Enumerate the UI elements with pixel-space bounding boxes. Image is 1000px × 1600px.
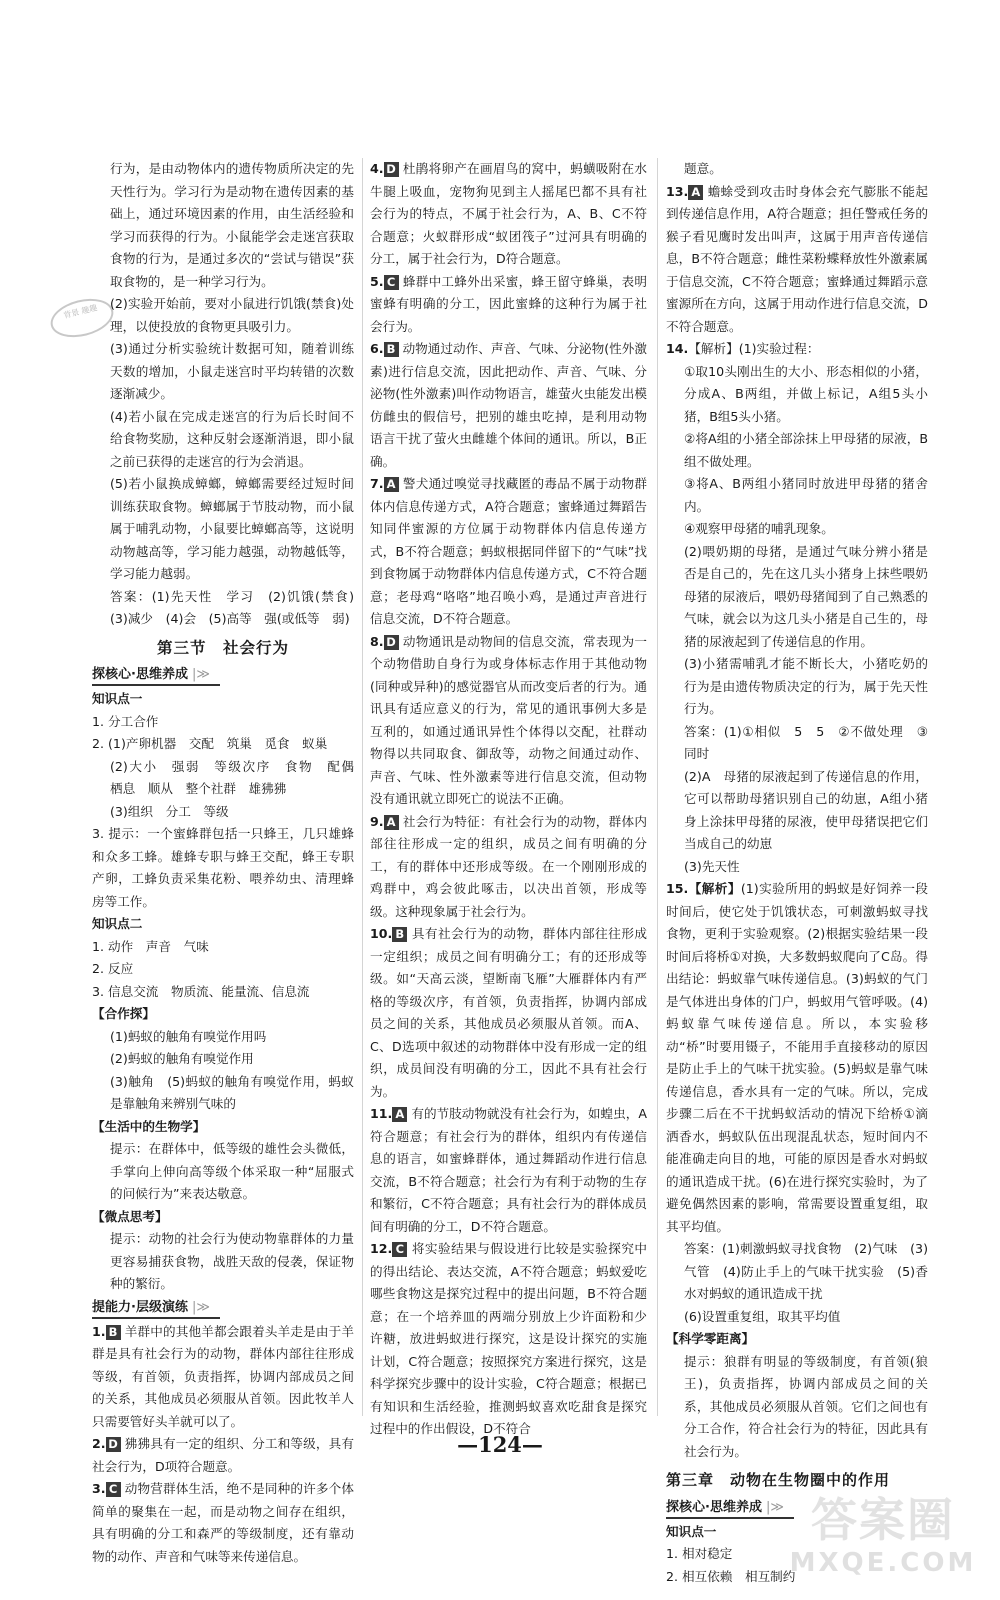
paragraph: 1. 分工合作 (92, 713, 159, 729)
section-tag: 【生活中的生物学】 (92, 1118, 206, 1134)
page-number: —124— (457, 1432, 543, 1457)
column-middle (370, 158, 647, 1441)
answer-letter-badge: A (384, 815, 399, 830)
answer-letter-badge: B (384, 342, 399, 357)
question-item: 9. A 社会行为特征：有社会行为的动物，群体内部往往形成一定的组织，成员之间有明确的分工，有的群体中还形成等级。在一个刚刚形成的鸡群中，鸡会彼此啄击，以决出首领，形成等级。这种现象属于社会行为。 (370, 813, 647, 919)
answer-line: 答案：(1)①相似 5 5 ②不做处理 ③同时 (684, 723, 928, 761)
answer-letter-badge: A (384, 477, 399, 492)
question-item: 1. B 羊群中的其他羊都会跟着头羊走是由于羊群是具有社会行为的动物，群体内部往往形成等级，有首领，负责指挥，协调内部成员之间的关系，其他成员必须服从首领。因此牧羊人只需要管好头羊就可以了。 (92, 1323, 354, 1429)
answer-letter-badge: D (384, 162, 399, 177)
question-item: 10. B 具有社会行为的动物，群体内部往往形成一定组织；成员之间有明确分工；有的还形成等级。如“天高云淡，望断南飞雁”大雁群体内有严格的等级次序，有首领，负责指挥，协调内部成员之间的关系，其他成员必须服从首领。而A、C、D选项中叙述的动物群体中没有形成一定的组织，成员间没有明确的分工，因此不具有社会行为。 (370, 926, 647, 1099)
column-left (92, 158, 367, 1568)
answer-letter-badge: C (392, 1242, 407, 1257)
question-item: 2. D 狒狒具有一定的组织、分工和等级，具有社会行为，D项符合题意。 (92, 1436, 354, 1474)
answer-letter-badge: D (384, 635, 399, 650)
chapter-title: 第三章 动物在生物圈中的作用 (666, 1471, 891, 1489)
paragraph: 提示：在群体中，低等级的雄性会头微低，手掌向上伸向高等级个体采取一种“屈服式的问候行为”来表达敬意。 (110, 1141, 354, 1201)
answer-letter-badge: B (392, 927, 407, 942)
answer-line: (6)设置重复组，取其平均值 (684, 1308, 841, 1324)
answer-letter-badge: A (392, 1107, 407, 1122)
paragraph: ②将A组的小猪全部涂抹上甲母猪的尿液，B组不做处理。 (684, 431, 928, 469)
chevron-right-icon: |≫ (191, 1299, 210, 1315)
paragraph: ④观察甲母猪的哺乳现象。 (684, 521, 834, 536)
chevron-right-icon: |≫ (191, 667, 210, 682)
section-banner: 提能力·层级演练 |≫ (92, 1298, 220, 1319)
paragraph: 提示：狼群有明显的等级制度，有首领(狼王)，负责指挥，协调内部成员之间的关系，其他成员必须服从首领。它们之间也有分工合作，符合社会行为的特征，因此具有社会行为。 (684, 1353, 928, 1459)
answer-letter-badge: C (384, 275, 399, 290)
question-item: 14.【解析】(1)实验过程： (666, 341, 820, 356)
question-item: 3. C 动物营群体生活，绝不是同种的许多个体简单的聚集在一起，而是动物之间存在组织，具有明确的分工和森严的等级制度，还有靠动物的动作、声音和气味等来传递信息。 (92, 1481, 354, 1564)
section-tag: 【微点思考】 (92, 1208, 168, 1224)
paragraph: 2. 反应 (92, 961, 134, 976)
answer-letter-badge: C (106, 1482, 121, 1497)
section-tag: 【科学零距离】 (666, 1331, 755, 1346)
answer-line: 答案：(1)刺激蚂蚁寻找食物 (2)气味 (3)气管 (4)防止手上的气味干扰实验 (5)香水对蚂蚁的通讯造成干扰 (684, 1241, 928, 1301)
paragraph: 3. 提示：一个蜜蜂群包括一只蜂王，几只雄蜂和众多工蜂。雄蜂专职与蜂王交配，蜂王专职产卵，工蜂负责采集花粉、喂养幼虫、清理蜂房等工作。 (92, 826, 354, 909)
paragraph: (4)若小鼠在完成走迷宫的行为后长时间不给食物奖励，这种反射会逐渐消退，即小鼠之前已获得的走迷宫的行为会消退。 (110, 408, 354, 469)
paragraph: (2)大小 强弱 等级次序 食物 配偶 栖息 顺从 整个社群 雄狒狒 (110, 758, 367, 796)
question-item: 5. C 蜂群中工蜂外出采蜜，蜂王留守蜂巢，表明蜜蜂有明确的分工，因此蜜蜂的这种行为属于社会行为。 (370, 273, 647, 334)
paragraph: 2. (1)产卵机器 交配 筑巢 觅食 蚁巢 (92, 736, 328, 751)
answer-letter-badge: A (688, 185, 703, 200)
paragraph: 1. 动作 声音 气味 (92, 938, 209, 954)
paragraph: ①取10头刚出生的大小、形态相似的小猪，分成A、B两组，并做上标记，A组5头小猪，B组5头小猪。 (684, 363, 928, 424)
paragraph: (3)小猪需哺乳才能不断长大，小猪吃奶的行为是由遗传物质决定的行为，属于先天性行为。 (684, 656, 928, 716)
answer-line: (3)先天性 (684, 858, 740, 874)
paragraph: (2)喂奶期的母猪，是通过气味分辨小猪是否是自己的，先在这几头小猪身上抹些喂奶母猪的尿液后，喂奶母猪闻到了自己熟悉的气味，就会以为这几头小猪是自己生的，母猪的尿液起到了传递信息的作用。 (684, 543, 928, 649)
question-item: 6. B 动物通过动作、声音、气味、分泌物(性外激素)进行信息交流，因此把动作、声音、气味、分泌物(性外激素)叫作动物语言，雄萤火虫能发出模仿雌虫的假信号，把别的雄虫吃掉，是利用动物语言干扰了萤火虫雌雄个体间的通讯。所以，B正确。 (370, 341, 647, 469)
question-item: 12. C 将实验结果与假设进行比较是实验探究中的得出结论、表达交流，A不符合题意；蚂蚁爱吃哪些食物这是探究过程中的提出问题，B不符合题意；在一个培养皿的两端分别放上少许面粉和少许糖，放进蚂蚁进行探究，这是设计探究的实施计划，C符合题意；按照探究方案进行探究，这是科学探究步骤中的设计实验，C符合题意；根据已有知识和生活经验，推测蚂蚁喜欢吃甜食是探究过程中的作出假设，D不符合 (370, 1241, 647, 1436)
paragraph: (2)实验开始前，要对小鼠进行饥饿(禁食)处理，以使投放的食物更具吸引力。 (110, 296, 354, 334)
column-divider (362, 158, 363, 1416)
paragraph: 3. 信息交流 物质流、能量流、信息流 (92, 983, 310, 999)
paragraph: 2. 相互依赖 相互制约 (666, 1568, 796, 1584)
paragraph: 提示：动物的社会行为使动物靠群体的力量更容易捕获食物，战胜天敌的侵袭，保证物种的繁衍。 (110, 1231, 354, 1291)
decorative-stamp: 背景 趣趣 (47, 293, 118, 343)
section-banner: 探核心·思维养成 |≫ (92, 665, 220, 686)
knowledge-point-heading: 知识点一 (92, 691, 143, 706)
chevron-right-icon: |≫ (765, 1499, 784, 1515)
section-tag: 【合作探】 (92, 1006, 155, 1021)
answer-letter-badge: D (106, 1437, 121, 1452)
section-banner: 探核心·思维养成 |≫ (666, 1498, 794, 1519)
question-item: 7. A 警犬通过嗅觉寻找藏匿的毒品不属于动物群体内信息传递方式，A符合题意；蜜蜂通过舞蹈告知同伴蜜源的方位属于动物群体内信息传递方式，B不符合题意；蚂蚁根据同伴留下的“气味”找到食物属于动物群体内信息传递方式，C不符合题意；老母鸡“咯咯”地召唤小鸡，是通过声音进行信息交流，D不符合题意。 (370, 476, 647, 626)
paragraph: ③将A、B两组小猪同时放进甲母猪的猪舍内。 (684, 476, 928, 514)
section-title: 第三节 社会行为 (156, 637, 289, 657)
question-item: 4. D 杜鹃将卵产在画眉鸟的窝中，蚂蟥吸附在水牛腿上吸血，宠物狗见到主人摇尾巴都不具有社会行为的特点，不属于社会行为，A、B、C不符合题意；火蚁群形成“蚁团筏子”过河具有明确的分工，属于社会行为，D符合题意。 (370, 161, 647, 266)
watermark-logo: 答案圈 MXQE.COM (789, 1493, 977, 1578)
paragraph: 题意。 (684, 161, 722, 176)
paragraph: (2)蚂蚁的触角有嗅觉作用 (110, 1051, 254, 1066)
answer-line: (2)A 母猪的尿液起到了传递信息的作用，它可以帮助母猪识别自己的幼崽，A组小猪身上涂抹甲母猪的尿液，使甲母猪误把它们当成自己的幼崽 (684, 768, 928, 851)
question-item: 11. A 有的节肢动物就没有社会行为，如蝗虫，A符合题意；有社会行为的群体，组织内有传递信息的语言，如蜜蜂群体，通过舞蹈动作进行信息交流，B不符合题意；社会行为有利于动物的生存和繁衍，C不符合题意；具有社会行为的群体成员间有明确的分工，D不符合题意。 (370, 1106, 647, 1234)
paragraph: (1)蚂蚁的触角有嗅觉作用吗 (110, 1028, 267, 1044)
paragraph: (3)组织 分工 等级 (110, 803, 229, 819)
paragraph: (3)通过分析实验统计数据可知，随着训练天数的增加，小鼠走迷宫时平均转错的次数逐渐减少。 (110, 341, 354, 401)
knowledge-point-heading: 知识点二 (92, 916, 143, 931)
question-item: 15.【解析】(1)实验所用的蚂蚁是好饲养一段时间后，使它处于饥饿状态，可刺激蚂蚁寻找食物，更利于实验观察。(2)根据实验结果一段时间后将桥①对换，大多数蚂蚁爬向了C岛。得出结论：蚂蚁靠气味传递信息。(3)蚂蚁的气门是气体进出身体的门户，蚂蚁用气管呼吸。(4)蚂蚁靠气味传递信息。所以，本实验移动“桥”时要用镊子，不能用手直接移动的原因是防止手上的气味干扰实验。(5)蚂蚁是靠气味传递信息，香水具有一定的气味。所以，完成步骤二后在不干扰蚂蚁活动的情况下给桥①滴洒香水，蚂蚁队伍出现混乱状态，短时间内不能准确走向目的地，可能的原因是香水对蚂蚁的通讯造成干扰。(6)在进行探究实验时，为了避免偶然因素的影响，常需要设置重复组，取其平均值。 (666, 881, 928, 1234)
paragraph: 1. 相对稳定 (666, 1546, 733, 1561)
question-item: 8. D 动物通讯是动物间的信息交流，常表现为一个动物借助自身行为或身体标志作用于其他动物(同种或异种)的感觉器官从而改变后者的行为。通讯具有适应意义的行为，常见的通讯事例大多是互利的，如通过通讯异性个体得以交配，社群动物得以共同取食、御敌等，动物之间通过动作、声音、气味、性外激素等进行信息交流，但动物没有通讯就立即死亡的说法不正确。 (370, 633, 647, 806)
question-item: 13. A 蟾蜍受到攻击时身体会充气膨胀不能起到传递信息作用，A符合题意；担任警戒任务的猴子看见鹰时发出叫声，这属于用声音传递信息，B不符合题意；雌性菜粉蝶释放性外激素属于信息交流，C不符合题意；蜜蜂通过舞蹈示意蜜源所在方向，这属于用动作进行信息交流，D不符合题意。 (666, 183, 928, 334)
paragraph: (3)触角 (5)蚂蚁的触角有嗅觉作用，蚂蚁是靠触角来辨别气味的 (110, 1073, 354, 1111)
column-right (666, 158, 928, 1588)
knowledge-point-heading: 知识点一 (666, 1523, 717, 1539)
answer-letter-badge: B (106, 1325, 121, 1340)
paragraph: (5)若小鼠换成蟑螂，蟑螂需要经过短时间训练获取食物。蟑螂属于节肢动物，而小鼠属于哺乳动物，小鼠要比蟑螂高等，这说明动物越高等，学习能力越强，动物越低等，学习能力越弱。 (110, 476, 354, 581)
answer-line: 答案：(1)先天性 学习 (2)饥饿(禁食) (3)减少 (4)会 (5)高等 强(或低等 弱) (110, 588, 367, 626)
column-divider (657, 158, 658, 1416)
paragraph: 行为，是由动物体内的遗传物质所决定的先天性行为。学习行为是动物在遗传因素的基础上，通过环境因素的作用，由生活经验和学习而获得的行为。小鼠能学会走迷宫获取食物的行为，是通过多次的“尝试与错误”获取食物的，是一种学习行为。 (110, 161, 354, 289)
